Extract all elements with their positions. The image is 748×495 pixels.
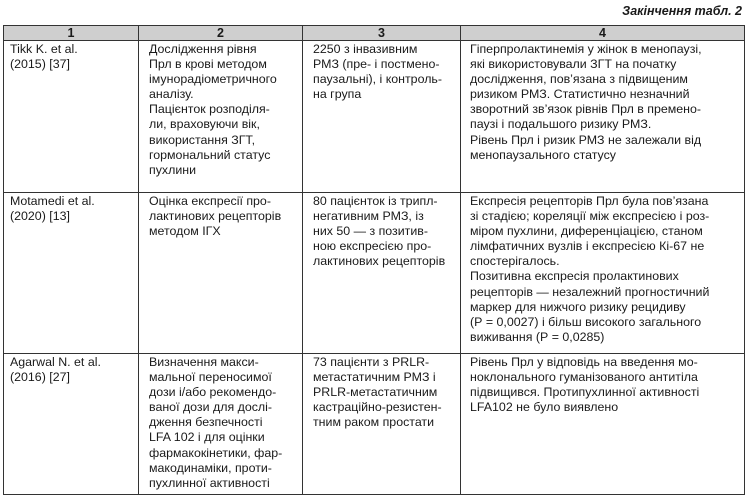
result-cell [461, 354, 745, 495]
table-caption: Закінчення табл. 2 [622, 4, 742, 18]
method-text: Оцінка експресії про- лактинових рецепторів методом ІГХ [149, 194, 282, 239]
table-row [4, 193, 745, 354]
study-table [3, 25, 745, 495]
table-row [4, 354, 745, 495]
result-text: Експресія рецепторів Прл була пов’язана зі стадією; кореляції між експресією і роз- міром пухлини, диференціацією, станом лімфатичних вузлів і експресією Кі-67 не спостерігалось. Позитивна експресія пролактинових рецепторів — незалежний прогностичний маркер для нижчого ризику рецидиву (Р = 0,0027) і більш високого загального виживання (Р = 0,0285) [470, 194, 710, 344]
method-cell [139, 193, 303, 354]
sample-cell [303, 41, 461, 193]
result-cell [461, 41, 745, 193]
column-header-2: 2 [139, 26, 303, 41]
column-header-3: 3 [303, 26, 461, 41]
author-cell [4, 354, 139, 495]
method-cell [139, 354, 303, 495]
sample-cell [303, 193, 461, 354]
table-row [4, 41, 745, 193]
author-cell [4, 41, 139, 193]
author-text: Motamedi et al. (2020) [13] [10, 194, 95, 224]
sample-text: 73 пацієнти з PRLR- метастатичним РМЗ і PRLR-метастатичним кастраційно-резистен- тним раком простати [313, 355, 442, 430]
method-text: Дослідження рівня Прл в крові методом імунорадіометричного аналізу. Пацієнток розподіля- ли, враховуючи вік, використання ЗГТ, гормональний статус пухлини [149, 42, 277, 177]
result-text: Рівень Прл у відповідь на введення мо- ноклонального гуманізованого антитіла підвищився. Протипухлинної активності LFA102 не було виявлено [470, 355, 700, 415]
header-row [4, 26, 745, 41]
method-cell [139, 41, 303, 193]
column-header-1: 1 [4, 26, 139, 41]
sample-text: 80 пацієнток із трипл- негативним РМЗ, із них 50 — з позитив- ною експресією про- лактинових рецепторів [313, 194, 446, 269]
sample-text: 2250 з інвазивним РМЗ (пре- і постмено- паузальні), і контроль- на група [313, 42, 443, 102]
method-text: Визначення макси- мальної переносимої дози і/або рекомендо- ваної дози для дослі- дження безпечності LFA 102 і для оцінки фармакокінетики, фар- макодинаміки, проти- пухлинної активності [149, 355, 283, 490]
sample-cell [303, 354, 461, 495]
author-text: Tikk K. et al. (2015) [37] [10, 42, 78, 72]
author-text: Agarwal N. et al. (2016) [27] [10, 355, 101, 385]
result-text: Гіперпролактинемія у жінок в менопаузі, які використовували ЗГТ на початку дослідження, пов’язана з підвищеним ризиком РМЗ. Статистично незначний зворотний зв’язок рівнів Прл в пременo- паузі і подальшого ризику РМЗ. Рівень Прл і ризик РМЗ не залежали від менопаузального статусу [470, 42, 702, 162]
column-header-4: 4 [461, 26, 745, 41]
result-cell [461, 193, 745, 354]
author-cell [4, 193, 139, 354]
